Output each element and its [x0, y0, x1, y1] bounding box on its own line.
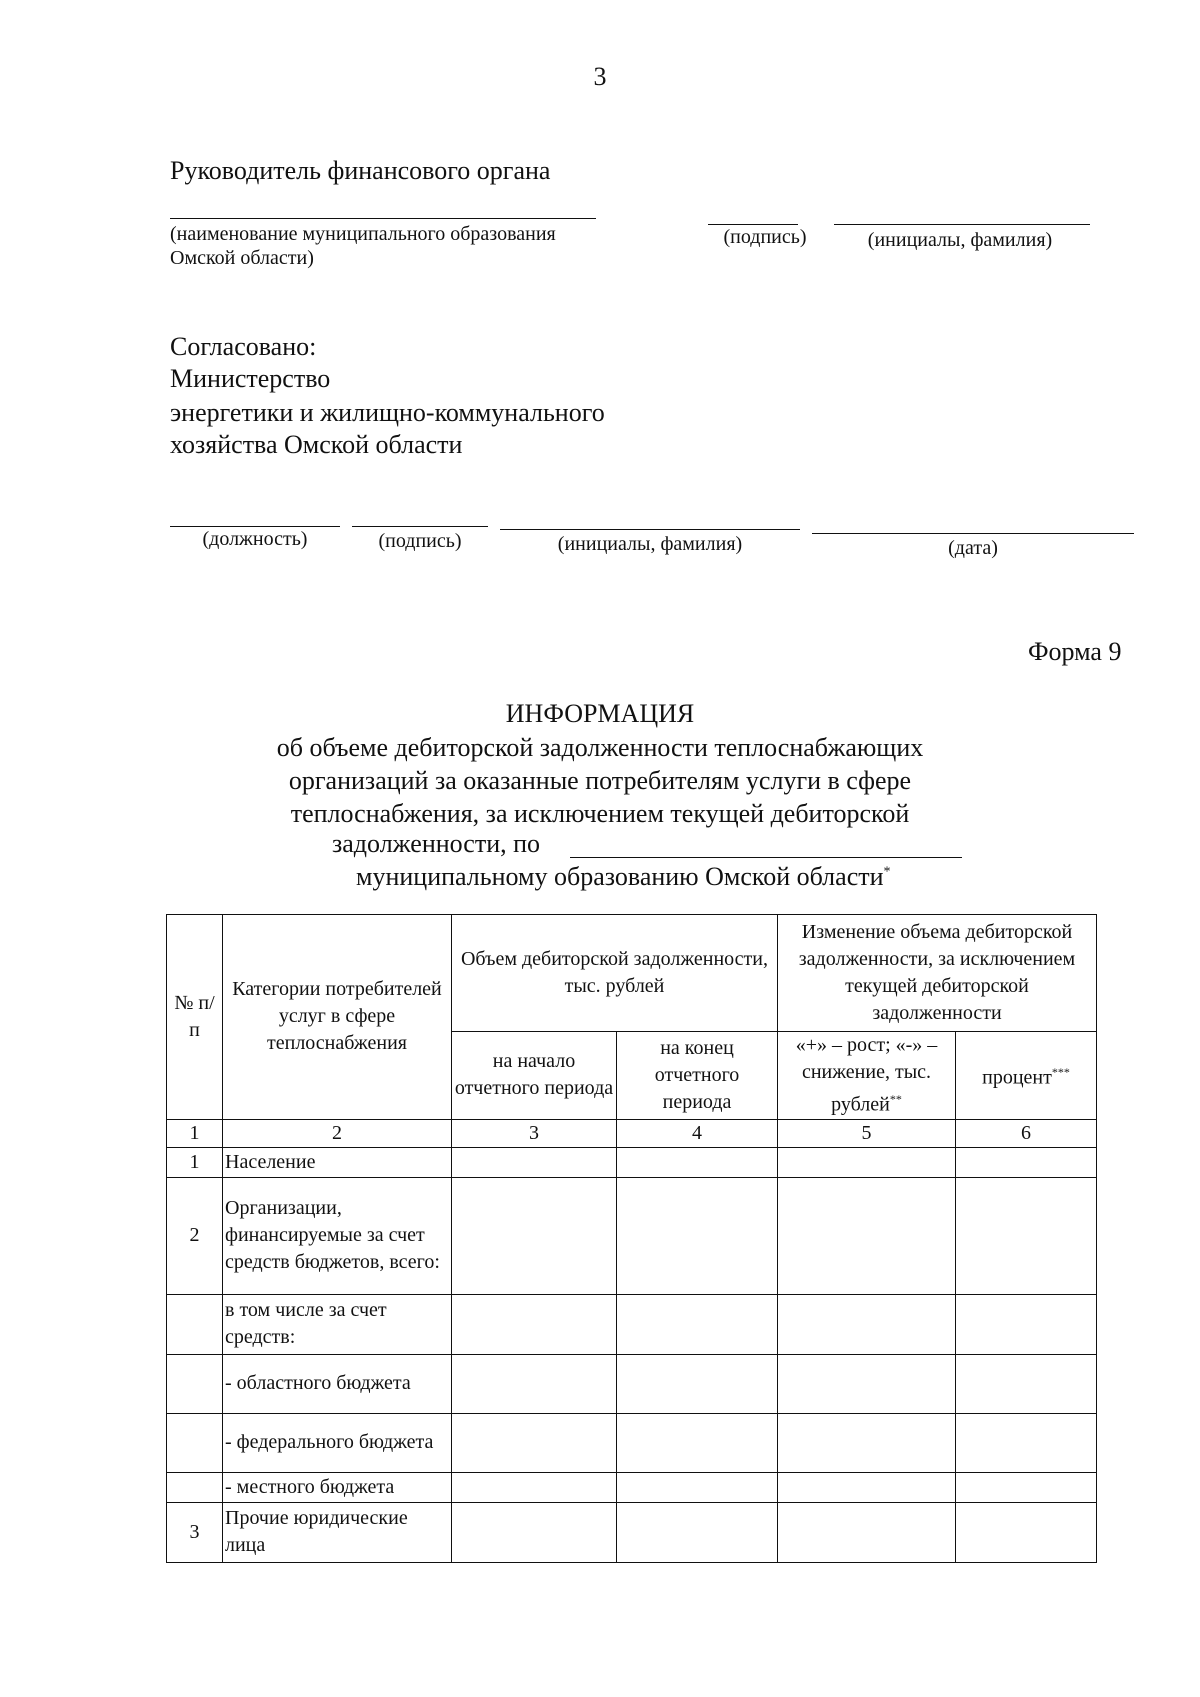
table-row	[167, 1502, 1097, 1562]
value-cell[interactable]	[956, 1413, 1097, 1472]
row-category: Население	[223, 1147, 452, 1177]
value-cell[interactable]	[452, 1413, 617, 1472]
row-number	[167, 1294, 223, 1354]
date-caption: (дата)	[948, 537, 998, 559]
value-cell[interactable]	[452, 1147, 617, 1177]
header-volume-end: на конец отчетного периода	[617, 1032, 778, 1120]
municipality-blank-line	[570, 857, 962, 858]
title-line-2: организаций за оказанные потребителям услуги в сфере	[288, 766, 912, 795]
value-cell[interactable]	[778, 1502, 956, 1562]
value-cell[interactable]	[452, 1294, 617, 1354]
table-row	[167, 1413, 1097, 1472]
header-num: № п/п	[167, 915, 223, 1120]
value-cell[interactable]	[956, 1147, 1097, 1177]
signature-line	[708, 224, 798, 225]
sign-line-2	[352, 526, 488, 527]
value-cell[interactable]	[452, 1354, 617, 1413]
header-change: Изменение объема дебиторской задолженности, за исключением текущей дебиторской задолженности	[778, 915, 1097, 1032]
title-line-5	[356, 862, 891, 892]
name-caption-2: (инициалы, фамилия)	[557, 533, 743, 555]
position-caption: (должность)	[202, 528, 308, 550]
table-row	[167, 1354, 1097, 1413]
value-cell[interactable]	[617, 1147, 778, 1177]
table-row	[167, 1472, 1097, 1502]
col-number: 3	[452, 1119, 617, 1147]
value-cell[interactable]	[778, 1294, 956, 1354]
row-category: Организации, финансируемые за счет средств бюджетов, всего:	[223, 1177, 452, 1294]
value-cell[interactable]	[452, 1472, 617, 1502]
header-change-abs-text: «+» – рост; «-» – снижение, тыс. рублей	[795, 1034, 938, 1116]
title-line-1: об объеме дебиторской задолженности теплоснабжающих	[276, 733, 924, 762]
footnote-mark: *	[883, 864, 891, 880]
agreed-ministry-line3: хозяйства Омской области	[170, 430, 463, 459]
row-number: 3	[167, 1502, 223, 1562]
value-cell[interactable]	[778, 1354, 956, 1413]
value-cell[interactable]	[956, 1502, 1097, 1562]
title-line-4: задолженности, по	[332, 829, 541, 858]
col-number: 6	[956, 1119, 1097, 1147]
table-row	[167, 1177, 1097, 1294]
row-category: - местного бюджета	[223, 1472, 452, 1502]
header-category: Категории потребителей услуг в сфере теплоснабжения	[223, 915, 452, 1120]
agreed-label: Согласовано:	[170, 332, 317, 361]
name-line-2	[500, 529, 800, 530]
header-change-pct-text: процент	[982, 1066, 1052, 1089]
title-line-5-text: муниципальному образованию Омской области	[356, 862, 884, 891]
value-cell[interactable]	[778, 1413, 956, 1472]
value-cell[interactable]	[778, 1147, 956, 1177]
header-change-pct	[956, 1032, 1097, 1120]
name-caption: (инициалы, фамилия)	[867, 229, 1053, 251]
col-number: 2	[223, 1119, 452, 1147]
page-number: 3	[593, 62, 607, 91]
header-row-1	[167, 915, 1097, 1032]
row-number: 1	[167, 1147, 223, 1177]
row-number	[167, 1354, 223, 1413]
debt-table	[166, 914, 1097, 1563]
col-number: 5	[778, 1119, 956, 1147]
row-category: - областного бюджета	[223, 1354, 452, 1413]
footnote-mark-2: **	[889, 1092, 902, 1106]
footnote-mark-3: ***	[1051, 1065, 1070, 1079]
form-label: Форма 9	[1028, 637, 1122, 666]
date-line	[812, 533, 1134, 534]
value-cell[interactable]	[617, 1472, 778, 1502]
agreed-ministry-line2: энергетики и жилищно-коммунального	[170, 398, 605, 427]
row-number	[167, 1413, 223, 1472]
title-line-3: теплоснабжения, за исключением текущей дебиторской	[290, 799, 910, 828]
sign-caption-2: (подпись)	[378, 530, 462, 552]
value-cell[interactable]	[452, 1502, 617, 1562]
value-cell[interactable]	[956, 1472, 1097, 1502]
column-number-row	[167, 1119, 1097, 1147]
row-number	[167, 1472, 223, 1502]
agreed-ministry: Министерство	[170, 364, 331, 393]
row-category: - федерального бюджета	[223, 1413, 452, 1472]
value-cell[interactable]	[956, 1354, 1097, 1413]
value-cell[interactable]	[956, 1177, 1097, 1294]
name-line	[834, 224, 1090, 225]
row-category: Прочие юридические лица	[223, 1502, 452, 1562]
header-volume: Объем дебиторской задолженности, тыс. рублей	[452, 915, 778, 1032]
col-number: 4	[617, 1119, 778, 1147]
value-cell[interactable]	[617, 1177, 778, 1294]
value-cell[interactable]	[617, 1413, 778, 1472]
org-name-line	[170, 218, 596, 219]
header-change-abs	[778, 1032, 956, 1120]
value-cell[interactable]	[617, 1294, 778, 1354]
row-category: в том числе за счет средств:	[223, 1294, 452, 1354]
signature-caption: (подпись)	[723, 226, 807, 248]
document-title: ИНФОРМАЦИЯ	[505, 699, 695, 728]
header-volume-start: на начало отчетного периода	[452, 1032, 617, 1120]
row-number: 2	[167, 1177, 223, 1294]
org-name-caption: (наименование муниципального образования Омской области)	[170, 223, 556, 269]
value-cell[interactable]	[956, 1294, 1097, 1354]
table-row	[167, 1294, 1097, 1354]
value-cell[interactable]	[778, 1472, 956, 1502]
position-line	[170, 526, 340, 527]
col-number: 1	[167, 1119, 223, 1147]
value-cell[interactable]	[778, 1177, 956, 1294]
value-cell[interactable]	[617, 1502, 778, 1562]
value-cell[interactable]	[617, 1354, 778, 1413]
table-row	[167, 1147, 1097, 1177]
head-title: Руководитель финансового органа	[170, 156, 551, 185]
value-cell[interactable]	[452, 1177, 617, 1294]
